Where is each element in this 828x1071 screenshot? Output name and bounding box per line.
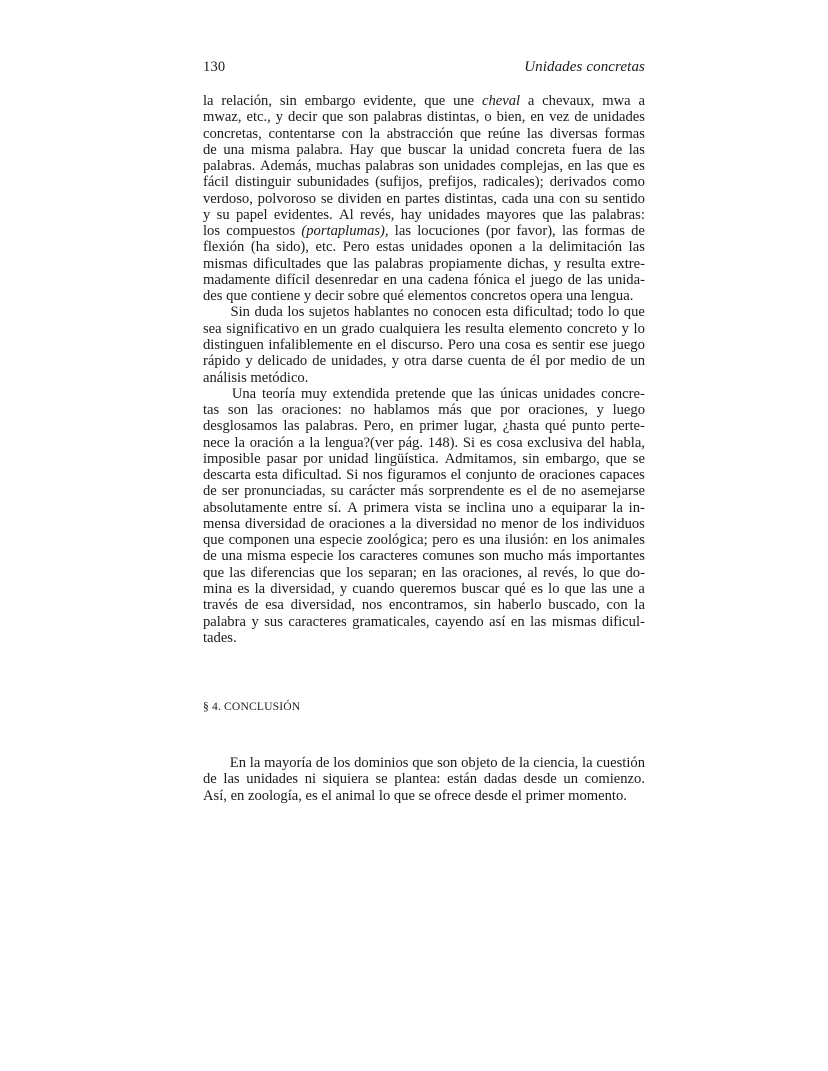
- body-text-block: [203, 93, 645, 646]
- paragraph-indent: [203, 304, 226, 320]
- text-line: la relación, sin embargo evidente, que une cheval a chevaux, mwa a: [203, 93, 645, 109]
- text-line: de ser pronunciadas, su carácter más sorprendente es el de no asemejarse: [203, 483, 645, 500]
- paragraph-3: [203, 386, 645, 646]
- paragraph-1: [203, 93, 645, 304]
- text-line: y su papel evidentes. Al revés, hay unidades mayores que las palabras:: [203, 206, 645, 223]
- paragraph-indent: [203, 755, 226, 771]
- text-line: que las diferencias que los separan; en las oraciones, al revés, lo que do-: [203, 564, 645, 581]
- paragraph-4: [203, 755, 645, 804]
- text-line: mensa diversidad de oraciones a la diversidad no menor de los individuos: [203, 515, 645, 532]
- text-line: desglosamos las palabras. Pero, en primer lugar, ¿hasta qué punto perte-: [203, 418, 645, 435]
- text-line: mina es la diversidad, y cuando queremos buscar qué es lo que las une a: [203, 580, 645, 597]
- text-line: de las unidades ni siquiera se plantea: están dadas desde un comienzo.: [203, 771, 645, 788]
- text-line: tades.: [203, 629, 237, 646]
- text-line: Sin duda los sujetos hablantes no conocen esta dificultad; todo lo que: [203, 304, 645, 320]
- text-line: madamente difícil desenredar en una cadena fónica el juego de las unida-: [203, 271, 645, 288]
- text-line: mwaz, etc., y decir que son palabras distintas, o bien, en vez de unidades: [203, 109, 645, 126]
- running-head: [203, 60, 645, 80]
- text-line: flexión (ha sido), etc. Pero estas unidades oponen a la delimitación las: [203, 239, 645, 256]
- text-line: descarta esta dificultad. Si nos figuramos el conjunto de oraciones capaces: [203, 467, 645, 484]
- section-heading: § 4. CONCLUSIÓN: [203, 700, 301, 713]
- text-line: que componen una especie zoológica; pero es una ilusión: en los animales: [203, 532, 645, 549]
- text-line: verdoso, polvoroso se dividen en partes distintas, cada una con su sentido: [203, 190, 645, 207]
- text-line: de una misma especie los caracteres comunes son mucho más importantes: [203, 548, 645, 565]
- text-line: Una teoría muy extendida pretende que las únicas unidades concre-: [203, 386, 645, 402]
- text-line: sea significativo en un grado cualquiera les resulta elemento concreto y lo: [203, 320, 645, 337]
- text-line: de una misma palabra. Hay que buscar la unidad concreta fuera de las: [203, 141, 645, 158]
- text-line: análisis metódico.: [203, 369, 309, 386]
- page-number: 130: [203, 59, 226, 75]
- text-line: través de esa diversidad, nos encontramos, sin haberlo buscado, con la: [203, 597, 645, 614]
- text-line: rápido y delicado de unidades, y otra darse cuenta de él por medio de un: [203, 353, 645, 370]
- text-line: imposible pasar por unidad lingüística. Admitamos, sin embargo, que se: [203, 450, 645, 467]
- text-line: palabra y sus caracteres gramaticales, cayendo así en las mismas dificul-: [203, 613, 645, 630]
- text-line: des que contiene y decir sobre qué elementos concretos opera una lengua.: [203, 288, 634, 305]
- text-line: mismas dificultades que las palabras propiamente dichas, y resulta extre-: [203, 255, 645, 272]
- text-line: los compuestos (portaplumas), las locuciones (por favor), las formas de: [203, 223, 645, 240]
- text-line: En la mayoría de los dominios que son objeto de la ciencia, la cuestión: [203, 755, 645, 771]
- text-line: absolutamente entre sí. A primera vista se inclina uno a equiparar la in-: [203, 499, 645, 516]
- text-line: fácil distinguir subunidades (sufijos, prefijos, radicales); derivados como: [203, 174, 645, 191]
- paragraph-2: [203, 304, 645, 385]
- paragraph-indent: [203, 386, 226, 402]
- text-line: concretas, contentarse con la abstracción que reúne las diversas formas: [203, 125, 645, 142]
- text-line: nece la oración a la lengua?(ver pág. 148). Si es cosa exclusiva del habla,: [203, 434, 645, 451]
- body-text-block-2: [203, 755, 645, 804]
- text-line: Así, en zoología, es el animal lo que se ofrece desde el primer momento.: [203, 787, 627, 804]
- running-title: Unidades concretas: [524, 59, 645, 75]
- text-line: palabras. Además, muchas palabras son unidades complejas, en las que es: [203, 158, 645, 175]
- text-line: tas son las oraciones: no hablamos más que por oraciones, y luego: [203, 402, 645, 419]
- text-line: distinguen infaliblemente en el discurso. Pero una cosa es sentir ese juego: [203, 336, 645, 353]
